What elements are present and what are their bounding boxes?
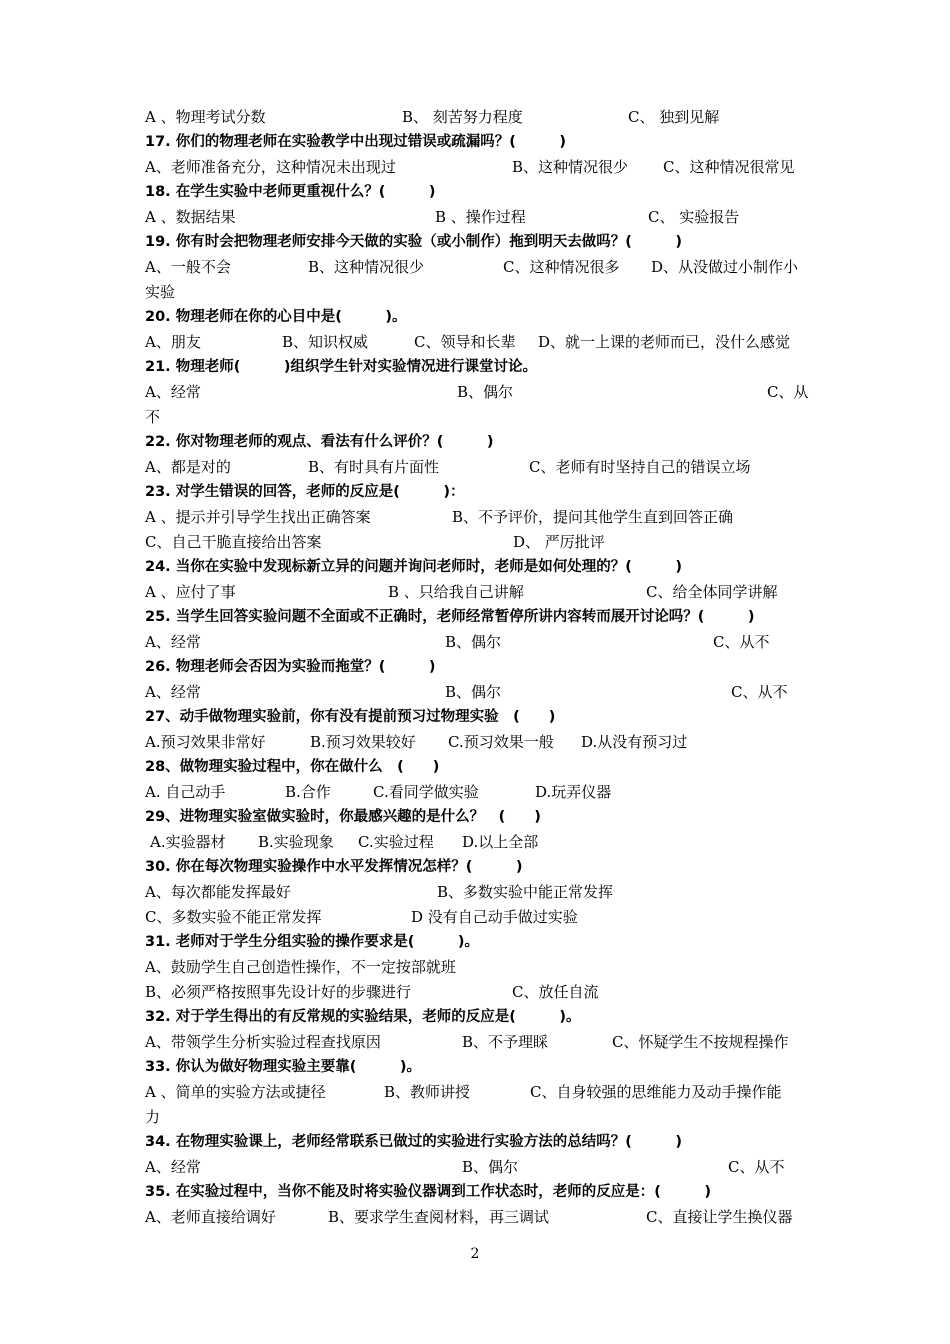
option-text: B、偶尔 (445, 633, 502, 651)
option-text: B、这种情况很少 (512, 158, 629, 176)
option-text: A 、简单的实验方法或捷径 (145, 1083, 326, 1101)
option-text: C、从不 (731, 683, 788, 701)
option-line (0, 580, 950, 605)
question-line (0, 605, 950, 630)
option-text: B 、操作过程 (435, 208, 526, 226)
question-line (0, 930, 950, 955)
option-text: C、放任自流 (512, 983, 599, 1001)
option-text: A、老师直接给调好 (145, 1208, 276, 1226)
option-text: A.实验器材 (150, 833, 226, 851)
question-line (0, 755, 950, 780)
question-text: 24. 当你在实验中发现标新立异的问题并询问老师时，老师是如何处理的？( ) (145, 559, 682, 575)
option-line (0, 405, 950, 430)
option-text: C、从不 (728, 1158, 785, 1176)
question-line (0, 180, 950, 205)
question-text: 17. 你们的物理老师在实验教学中出现过错误或疏漏吗？( ) (145, 134, 566, 150)
option-text: D 没有自己动手做过实验 (411, 908, 578, 926)
option-line (0, 280, 950, 305)
option-line (0, 105, 950, 130)
option-text: C.实验过程 (358, 833, 434, 851)
option-text: B、知识权威 (282, 333, 369, 351)
question-line (0, 130, 950, 155)
question-line (0, 480, 950, 505)
question-text: 18. 在学生实验中老师更重视什么？( ) (145, 184, 436, 200)
option-line (0, 1080, 950, 1105)
option-text: C、 独到见解 (628, 108, 720, 126)
option-line (0, 505, 950, 530)
option-text: B、有时具有片面性 (308, 458, 440, 476)
option-line (0, 955, 950, 980)
option-text: C、老师有时坚持自己的错误立场 (529, 458, 751, 476)
option-text: 不 (145, 408, 161, 426)
option-text: A 、物理考试分数 (145, 108, 266, 126)
question-line (0, 655, 950, 680)
question-text: 26. 物理老师会否因为实验而拖堂？( ) (145, 659, 436, 675)
option-line (0, 1030, 950, 1055)
option-text: C、从不 (713, 633, 770, 651)
option-line (0, 1155, 950, 1180)
question-text: 19. 你有时会把物理老师安排今天做的实验（或小制作）拖到明天去做吗？( ) (145, 234, 682, 250)
question-line (0, 1005, 950, 1030)
option-line (0, 730, 950, 755)
question-text: 23. 对学生错误的回答，老师的反应是( )： (145, 484, 465, 500)
option-text: C、领导和长辈 (414, 333, 516, 351)
option-text: A、一般不会 (145, 258, 231, 276)
option-text: C、怀疑学生不按规程操作 (612, 1033, 789, 1051)
option-line (0, 205, 950, 230)
question-line (0, 855, 950, 880)
question-text: 20. 物理老师在你的心目中是( )。 (145, 309, 407, 325)
question-line (0, 1180, 950, 1205)
option-text: B 、只给我自己讲解 (388, 583, 524, 601)
option-text: C.看同学做实验 (373, 783, 479, 801)
option-line (0, 530, 950, 555)
option-text: A、带领学生分析实验过程查找原因 (145, 1033, 381, 1051)
question-text: 27、动手做物理实验前，你有没有提前预习过物理实验 ( ) (145, 709, 556, 725)
option-text: B、多数实验中能正常发挥 (437, 883, 614, 901)
question-text: 28、做物理实验过程中，你在做什么 ( ) (145, 759, 440, 775)
option-line (0, 380, 950, 405)
question-text: 32. 对于学生得出的有反常规的实验结果，老师的反应是( )。 (145, 1009, 581, 1025)
option-text: A、经常 (145, 633, 201, 651)
option-text: A、朋友 (145, 333, 201, 351)
question-line (0, 355, 950, 380)
question-text: 22. 你对物理老师的观点、看法有什么评价？( ) (145, 434, 494, 450)
option-text: A、每次都能发挥最好 (145, 883, 291, 901)
question-text: 29、进物理实验室做实验时，你最感兴趣的是什么？ ( ) (145, 809, 541, 825)
option-text: C、 实验报告 (648, 208, 740, 226)
option-text: 力 (145, 1108, 161, 1126)
option-text: C、这种情况很常见 (663, 158, 795, 176)
option-text: B、偶尔 (457, 383, 514, 401)
option-text: A. 自己动手 (145, 783, 226, 801)
option-text: A、鼓励学生自己创造性操作，不一定按部就班 (145, 958, 456, 976)
option-line (0, 905, 950, 930)
question-text: 33. 你认为做好物理实验主要靠( )。 (145, 1059, 421, 1075)
option-text: A 、数据结果 (145, 208, 236, 226)
option-text: A、经常 (145, 1158, 201, 1176)
option-line (0, 155, 950, 180)
option-text: B.合作 (285, 783, 331, 801)
option-line (0, 630, 950, 655)
option-line (0, 255, 950, 280)
question-line (0, 1055, 950, 1080)
option-text: C、直接让学生换仪器 (646, 1208, 793, 1226)
option-text: 实验 (145, 283, 176, 301)
question-line (0, 430, 950, 455)
option-line (0, 680, 950, 705)
option-line (0, 780, 950, 805)
option-line (0, 455, 950, 480)
option-text: A、经常 (145, 683, 201, 701)
option-text: C、自身较强的思维能力及动手操作能 (530, 1083, 782, 1101)
option-text: D、从没做过小制作小 (651, 258, 799, 276)
option-line (0, 1105, 950, 1130)
question-line (0, 230, 950, 255)
question-line (0, 1130, 950, 1155)
option-text: A、都是对的 (145, 458, 231, 476)
option-text: A.预习效果非常好 (145, 733, 266, 751)
option-line (0, 880, 950, 905)
option-text: B、不予理睬 (462, 1033, 549, 1051)
option-text: D.从没有预习过 (581, 733, 688, 751)
question-line (0, 305, 950, 330)
question-text: 21. 物理老师( )组织学生针对实验情况进行课堂讨论。 (145, 359, 537, 375)
option-text: B、偶尔 (445, 683, 502, 701)
option-text: C、这种情况很多 (503, 258, 620, 276)
question-text: 35. 在实验过程中，当你不能及时将实验仪器调到工作状态时，老师的反应是：( ) (145, 1184, 711, 1200)
option-text: A 、提示并引导学生找出正确答案 (145, 508, 371, 526)
option-text: D.以上全部 (462, 833, 539, 851)
option-text: B、教师讲授 (384, 1083, 471, 1101)
question-line (0, 705, 950, 730)
page-number: 2 (470, 1246, 480, 1262)
option-text: C、从 (767, 383, 809, 401)
question-text: 34. 在物理实验课上，老师经常联系已做过的实验进行实验方法的总结吗？( ) (145, 1134, 682, 1150)
option-text: A 、应付了事 (145, 583, 236, 601)
option-text: C、多数实验不能正常发挥 (145, 908, 322, 926)
option-text: D、 严厉批评 (513, 533, 605, 551)
option-text: C、自己干脆直接给出答案 (145, 533, 322, 551)
question-text: 30. 你在每次物理实验操作中水平发挥情况怎样？( ) (145, 859, 523, 875)
option-text: B、不予评价，提问其他学生直到回答正确 (452, 508, 734, 526)
option-text: B、 刻苦努力程度 (402, 108, 523, 126)
question-text: 25. 当学生回答实验问题不全面或不正确时，老师经常暂停所讲内容转而展开讨论吗？( ) (145, 609, 755, 625)
option-line (0, 980, 950, 1005)
option-text: B、这种情况很少 (308, 258, 425, 276)
option-text: C.预习效果一般 (448, 733, 554, 751)
question-line (0, 805, 950, 830)
option-text: B.预习效果较好 (310, 733, 416, 751)
option-text: B、必须严格按照事先设计好的步骤进行 (145, 983, 412, 1001)
question-line (0, 555, 950, 580)
option-line (0, 1205, 950, 1230)
question-text: 31. 老师对于学生分组实验的操作要求是( )。 (145, 934, 479, 950)
option-line (0, 330, 950, 355)
option-text: B、偶尔 (462, 1158, 519, 1176)
option-text: B、要求学生查阅材料，再三调试 (328, 1208, 550, 1226)
option-text: C、给全体同学讲解 (646, 583, 778, 601)
option-text: A、老师准备充分，这种情况未出现过 (145, 158, 396, 176)
option-text: A、经常 (145, 383, 201, 401)
option-text: B.实验现象 (258, 833, 334, 851)
option-text: D.玩弄仪器 (535, 783, 612, 801)
option-text: D、就一上课的老师而已，没什么感觉 (538, 333, 791, 351)
option-line (0, 830, 950, 855)
